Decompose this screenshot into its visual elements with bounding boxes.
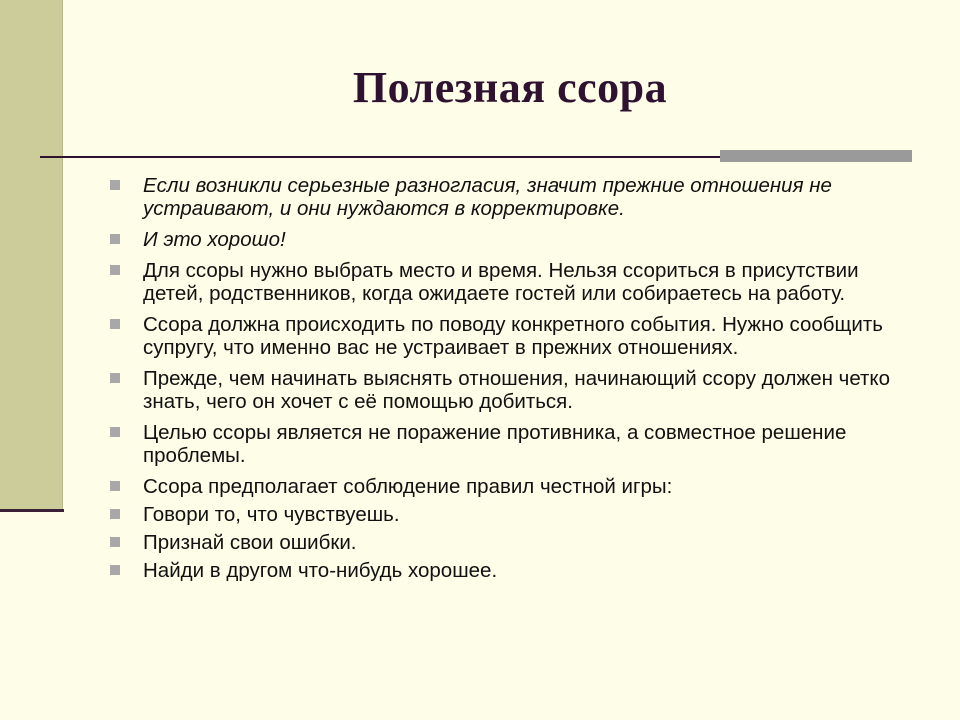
title-divider-line <box>40 156 720 158</box>
list-item-text: Для ссоры нужно выбрать место и время. Нельзя ссориться в присутствии детей, родственников, когда ожидаете гостей или собираетесь на работу. <box>143 259 859 305</box>
title-divider-accent-bar <box>720 150 912 162</box>
list-item <box>110 503 910 526</box>
list-item <box>110 367 910 413</box>
list-item-text: Целью ссоры является не поражение противника, а совместное решение проблемы. <box>143 421 847 467</box>
square-bullet-icon <box>110 373 120 383</box>
list-item <box>110 313 910 359</box>
square-bullet-icon <box>110 427 120 437</box>
list-item <box>110 531 910 554</box>
list-item-text: Прежде, чем начинать выяснять отношения, начинающий ссору должен четко знать, чего он хочет с её помощью добиться. <box>143 367 891 413</box>
square-bullet-icon <box>110 180 120 190</box>
left-decorative-band <box>0 0 63 512</box>
list-item <box>110 421 910 467</box>
list-item <box>110 228 910 251</box>
list-item-text: Ссора должна происходить по поводу конкретного события. Нужно сообщить супругу, что именно вас не устраивает в прежних отношениях. <box>143 313 883 359</box>
list-item <box>110 259 910 305</box>
list-item-text: Признай свои ошибки. <box>143 531 357 554</box>
square-bullet-icon <box>110 265 120 275</box>
list-item <box>110 559 910 582</box>
list-item-text: Говори то, что чувствуешь. <box>143 503 400 526</box>
slide-title: Полезная ссора <box>352 63 668 112</box>
list-item-text: Найди в другом что-нибудь хорошее. <box>143 559 498 582</box>
list-item-text: Если возникли серьезные разногласия, значит прежние отношения не устраивают, и они нуждаются в корректировке. <box>143 174 832 220</box>
square-bullet-icon <box>110 565 120 575</box>
square-bullet-icon <box>110 319 120 329</box>
square-bullet-icon <box>110 509 120 519</box>
square-bullet-icon <box>110 537 120 547</box>
list-item-text: Ссора предполагает соблюдение правил честной игры: <box>143 475 673 498</box>
list-item <box>110 475 910 498</box>
square-bullet-icon <box>110 481 120 491</box>
list-item <box>110 174 910 220</box>
list-item-text: И это хорошо! <box>143 228 286 251</box>
left-band-underline <box>0 509 64 512</box>
square-bullet-icon <box>110 234 120 244</box>
bullet-list <box>110 174 910 587</box>
